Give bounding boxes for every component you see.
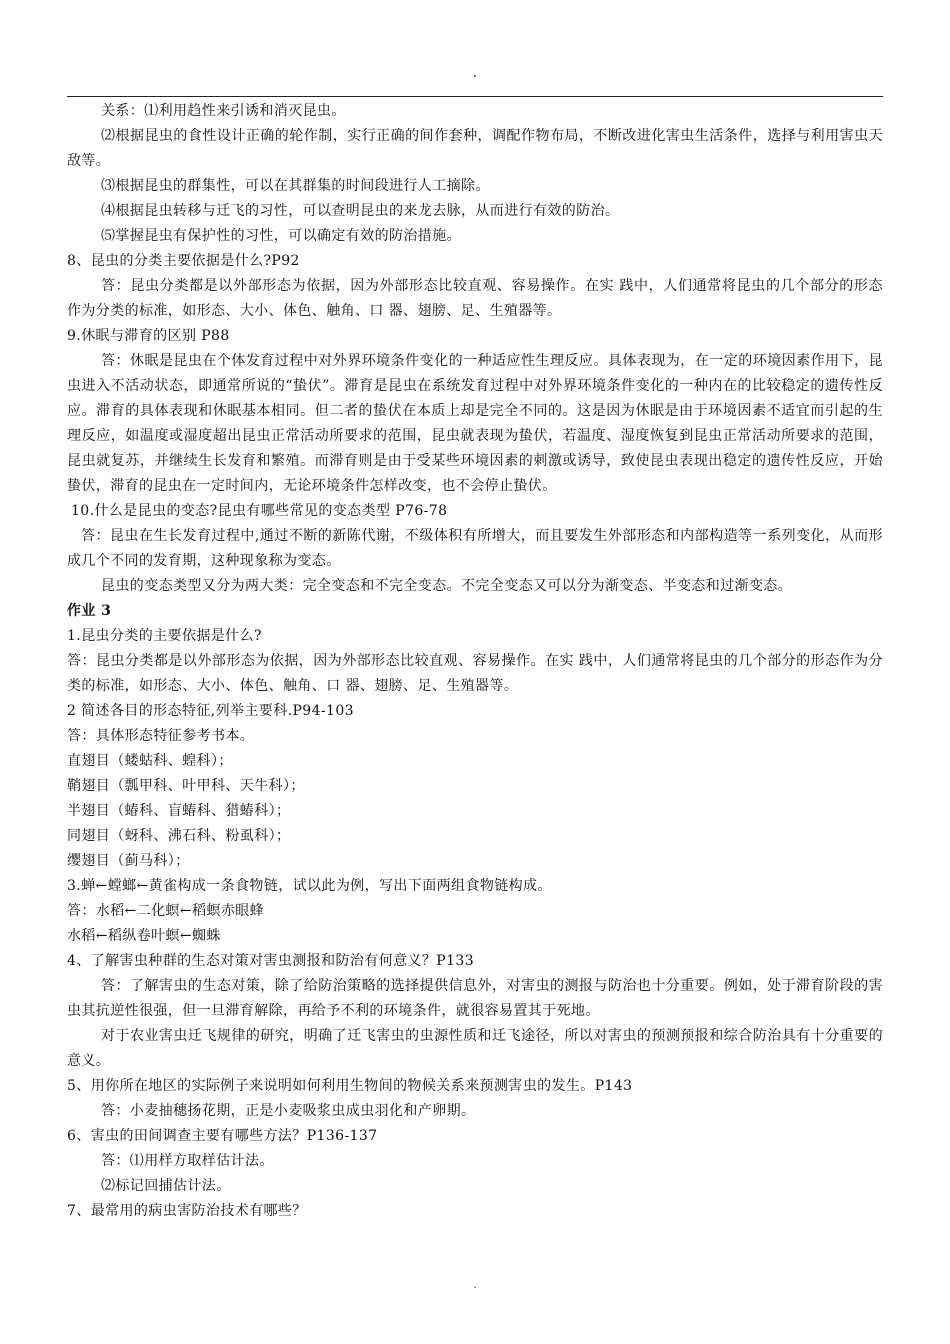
answer-paragraph: 答：休眠是昆虫在个体发育过程中对外界环境条件变化的一种适应性生理反应。具体表现为，在一定的环境因素作用下，昆虫进入不活动状态，即通常所说的“蛰伏”。滞育是昆虫在系统发育过程中对外界环境条件变化的一种内在的比较稳定的遗传性反应。滞育的具体表现和休眠基本相同。但二者的蛰伏在本质上却是完全不同的。这是因为休眠是由于环境因素不适宜而引起的生理反应，如温度或湿度超出昆虫正常活动所要求的范围，昆虫就表现为蛰伏，若温度、湿度恢复到昆虫正常活动所要求的范围，昆虫就复苏，并继续生长发育和繁殖。而滞育则是由于受某些环境因素的刺激或诱导，致使昆虫表现出稳定的遗传性反应，开始蛰伏，滞育的昆虫在一定时间内，无论环境条件怎样改变，也不会停止蛰伏。 [67, 353, 883, 494]
paragraph: ⑸掌握昆虫有保护性的习性，可以确定有效的防治措施。 [101, 228, 461, 244]
answer-paragraph: 水稻←稻纵卷叶螟←蜘蛛 [67, 928, 221, 944]
answer-paragraph: 答：昆虫分类都是以外部形态为依据，因为外部形态比较直观、容易操作。在实 践中，人们通常将昆虫的几个部分的形态作为分类的标准，如形态、大小、体色、触角、口 器、翅膀、足、生殖器等。 [67, 278, 883, 319]
question-heading: 1.昆虫分类的主要依据是什么? [67, 628, 262, 644]
document-body [67, 99, 883, 1224]
answer-paragraph: ⑵标记回捕估计法。 [101, 1178, 231, 1194]
list-item: 缨翅目（蓟马科）； [67, 853, 190, 869]
answer-paragraph: 答：水稻←二化螟←稻螟赤眼蜂 [67, 903, 265, 919]
answer-paragraph: 答：⑴用样方取样估计法。 [101, 1153, 274, 1169]
list-item: 同翅目（蚜科、沸石科、粉虱科）； [67, 828, 291, 844]
section-heading: 作业 3 [67, 603, 112, 619]
paragraph: ⑵根据昆虫的食性设计正确的轮作制，实行正确的间作套种，调配作物布局，不断改进化害虫生活条件，选择与利用害虫天敌等。 [67, 128, 883, 169]
footer-dot: . [473, 1280, 477, 1291]
header-rule [67, 96, 883, 97]
list-item: 鞘翅目（瓢甲科、叶甲科、天牛科）； [67, 778, 305, 794]
answer-paragraph: 答：小麦抽穗扬花期，正是小麦吸浆虫成虫羽化和产卵期。 [101, 1103, 476, 1119]
paragraph: ⑶根据昆虫的群集性，可以在其群集的时间段进行人工摘除。 [101, 178, 490, 194]
paragraph: ⑷根据昆虫转移与迁飞的习性，可以查明昆虫的来龙去脉，从而进行有效的防治。 [101, 203, 620, 219]
answer-paragraph: 昆虫的变态类型又分为两大类：完全变态和不完全变态。不完全变态又可以分为渐变态、半变态和过渐变态。 [101, 578, 793, 594]
question-heading: 5、用你所在地区的实际例子来说明如何利用生物间的物候关系来预测害虫的发生。P143 [67, 1078, 633, 1094]
question-heading: 6、害虫的田间调查主要有哪些方法？P136-137 [67, 1128, 378, 1144]
question-heading: 4、了解害虫种群的生态对策对害虫测报和防治有何意义？P133 [67, 953, 475, 969]
answer-paragraph: 答：昆虫分类都是以外部形态为依据，因为外部形态比较直观、容易操作。在实 践中，人们通常将昆虫的几个部分的形态作为分类的标准，如形态、大小、体色、触角、口 器、翅膀、足、生殖器等。 [67, 653, 883, 694]
question-heading: 8、昆虫的分类主要依据是什么?P92 [67, 253, 300, 269]
list-item: 直翅目（蝼蛄科、蝗科）； [67, 753, 233, 769]
answer-paragraph: 答：了解害虫的生态对策，除了给防治策略的选择提供信息外，对害虫的测报与防治也十分重要。例如，处于滞育阶段的害虫其抗逆性很强，但一旦滞育解除，再给予不利的环境条件，就很容易置其于死地。 [67, 978, 883, 1019]
list-item: 半翅目（蝽科、盲蝽科、猎蝽科）； [67, 803, 291, 819]
question-heading: 9.休眠与滞育的区别 P88 [67, 328, 230, 344]
answer-paragraph: 答：具体形态特征参考书本。 [67, 728, 255, 744]
answer-paragraph: 答：昆虫在生长发育过程中,通过不断的新陈代谢，不级体积有所增大，而且要发生外部形态和内部构造等一系列变化，从而形成几个不同的发育期，这种现象称为变态。 [67, 528, 883, 569]
header-dot: . [472, 65, 478, 81]
paragraph: 关系：⑴利用趋性来引诱和消灭昆虫。 [101, 103, 346, 119]
question-heading: 10.什么是昆虫的变态?昆虫有哪些常见的变态类型 P76-78 [71, 503, 448, 519]
question-heading: 3.蝉←螳螂←黄雀构成一条食物链，试以此为例，写出下面两组食物链构成。 [67, 878, 552, 894]
question-heading: 2 简述各目的形态特征,列举主要科.P94-103 [67, 703, 354, 719]
question-heading: 7、最常用的病虫害防治技术有哪些？ [67, 1203, 307, 1219]
answer-paragraph: 对于农业害虫迁飞规律的研究，明确了迁飞害虫的虫源性质和迁飞途径，所以对害虫的预测预报和综合防治具有十分重要的意义。 [67, 1028, 883, 1069]
